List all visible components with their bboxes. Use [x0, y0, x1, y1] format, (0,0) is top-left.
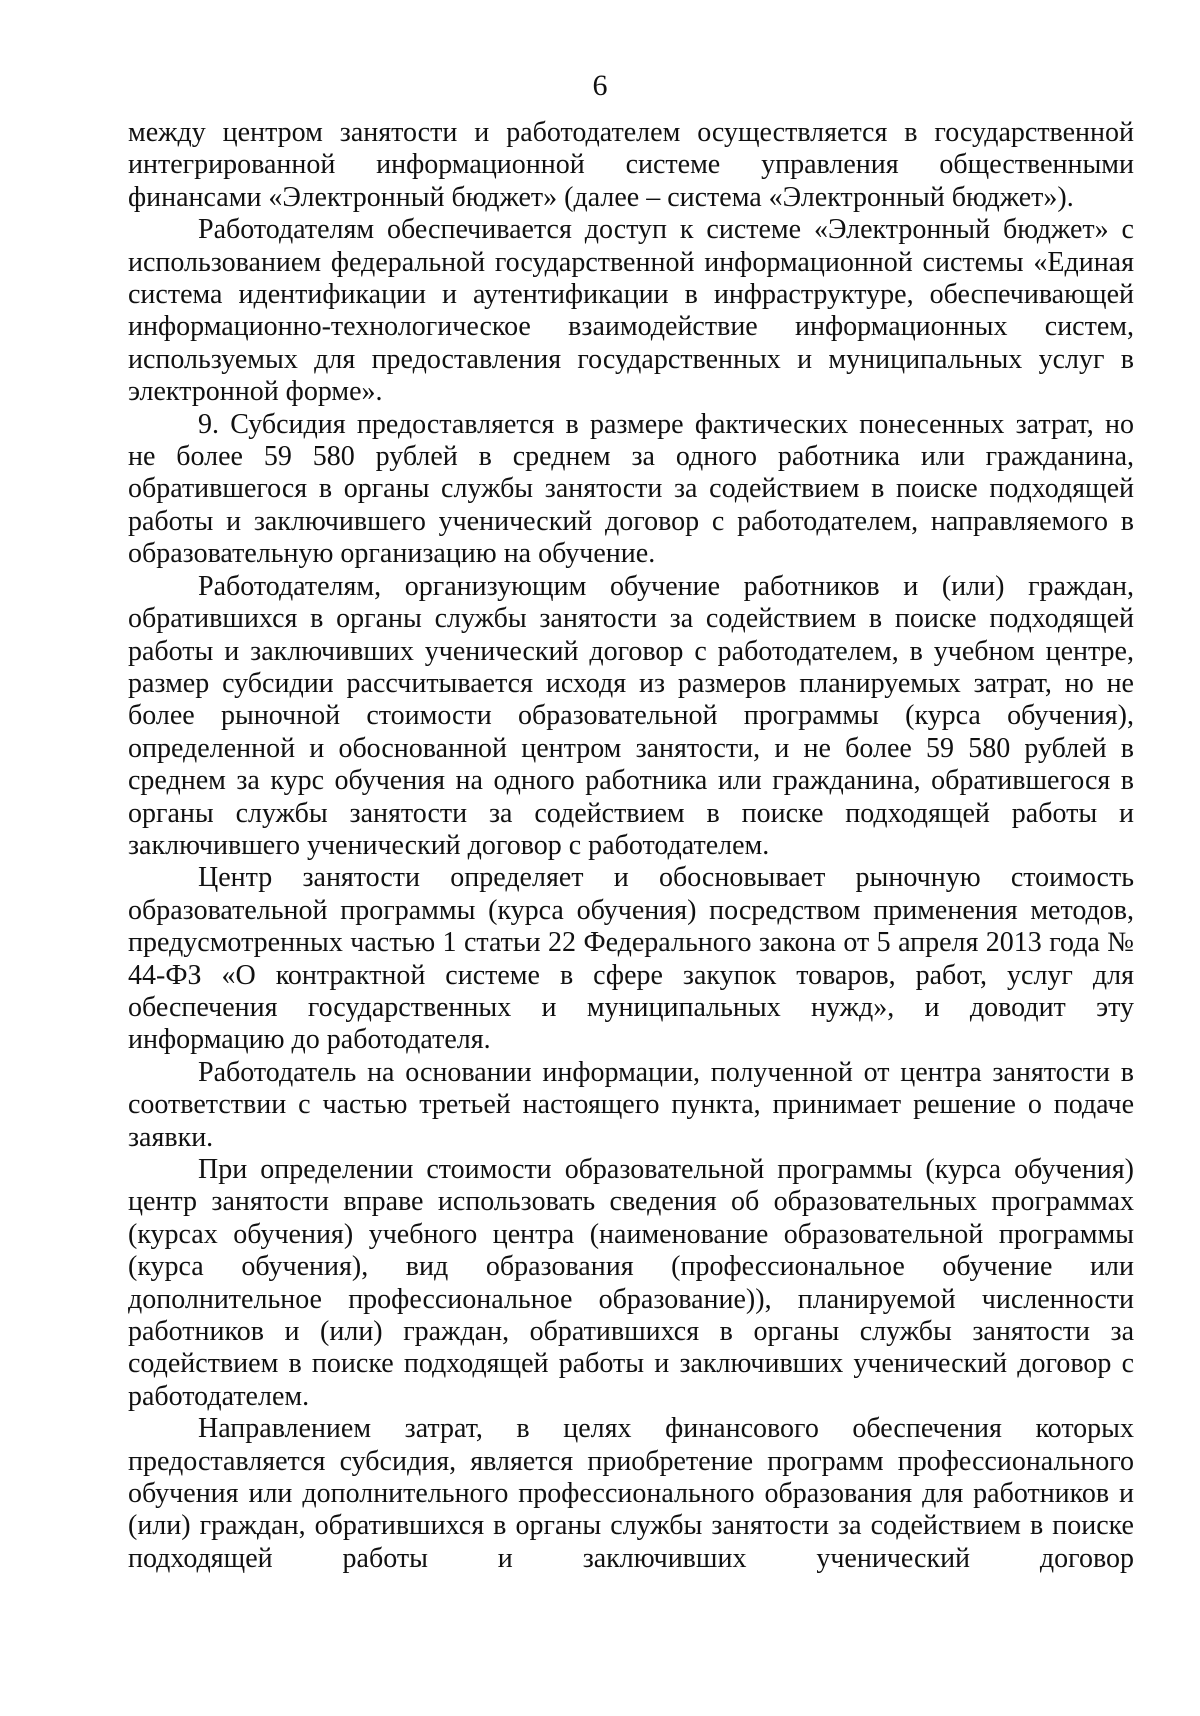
paragraph-cost-determination-info: При определении стоимости образовательной программы (курса обучения) центр занятости вправе использовать сведения об образовательных программах (курсах обучения) учебного центра (наименование образовательной программы (курса обучения), вид образования (профессиональное обучение или дополнительное профессиональное образование)), планируемой численности работников и (или) граждан, обратившихся в органы службы занятости за содействием в поиске подходящей работы и заключивших ученический договор с работодателем.: [128, 1154, 1134, 1412]
paragraph-employer-decision: Работодатель на основании информации, полученной от центра занятости в соответствии с частью третьей настоящего пункта, принимает решение о подаче заявки.: [128, 1056, 1134, 1153]
paragraph-training-center-subsidy: Работодателям, организующим обучение работников и (или) граждан, обратившихся в органы службы занятости за содействием в поиске подходящей работы и заключивших ученический договор с работодателем, в учебном центре, размер субсидии рассчитывается исходя из размеров планируемых затрат, но не более рыночной стоимости образовательной программы (курса обучения), определенной и обоснованной центром занятости, и не более 59 580 рублей в среднем за курс обучения на одного работника или гражданина, обратившегося в органы службы занятости за содействием в поиске подходящей работы и заключившего ученический договор с работодателем.: [128, 570, 1134, 861]
document-body: [128, 117, 1134, 1575]
paragraph-cost-direction: Направлением затрат, в целях финансового обеспечения которых предоставляется субсидия, является приобретение программ профессионального обучения или дополнительного профессионального образования для работников и (или) граждан, обратившихся в органы службы занятости за содействием в поиске подходящей работы и заключивших ученический договор: [128, 1413, 1134, 1574]
paragraph-electronic-budget-access: Работодателям обеспечивается доступ к системе «Электронный бюджет» с использованием федеральной государственной информационной системы «Единая система идентификации и аутентификации в инфраструктуре, обеспечивающей информационно-технологическое взаимодействие информационных систем, используемых для предоставления государственных и муниципальных услуг в электронной форме».: [128, 214, 1134, 408]
paragraph-item-9-subsidy-amount: 9. Субсидия предоставляется в размере фактических понесенных затрат, но не более 59 580 рублей в среднем за одного работника или гражданина, обратившегося в органы службы занятости за содействием в поиске подходящей работы и заключившего ученический договор с работодателем, направляемого в образовательную организацию на обучение.: [128, 408, 1134, 570]
page-number: 6: [592, 69, 608, 102]
paragraph-market-value-determination: Центр занятости определяет и обосновывает рыночную стоимость образовательной программы (курса обучения) посредством применения методов, предусмотренных частью 1 статьи 22 Федерального закона от 5 апреля 2013 года № 44-ФЗ «О контрактной системе в сфере закупок товаров, работ, услуг для обеспечения государственных и муниципальных нужд», и доводит эту информацию до работодателя.: [128, 862, 1134, 1056]
paragraph-continuation: между центром занятости и работодателем осуществляется в государственной интегрированной информационной системе управления общественными финансами «Электронный бюджет» (далее – система «Электронный бюджет»).: [128, 117, 1134, 213]
